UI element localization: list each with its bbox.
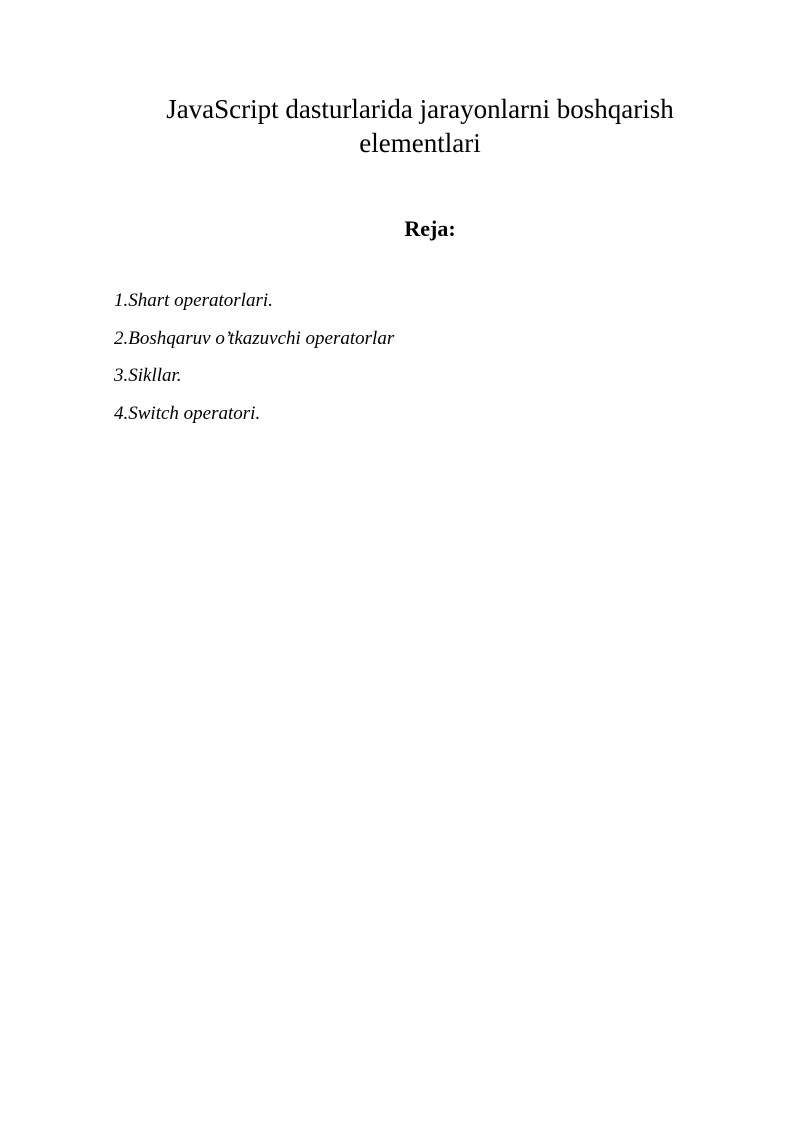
plan-item-4: 4.Switch operatori. [114,402,261,424]
plan-list [114,287,394,437]
title-line-1: JavaScript dasturlarida jarayonlarni boshqarish [166,94,674,124]
plan-item-2: 2.Boshqaruv o’tkazuvchi operatorlar [114,327,395,349]
plan-item-3: 3.Sikllar. [114,365,182,386]
plan-heading: Reja: [404,216,456,241]
plan-item-1: 1.Shart operatorlari. [114,290,273,311]
document-title [120,92,720,160]
title-line-2: elementlari [359,128,481,158]
